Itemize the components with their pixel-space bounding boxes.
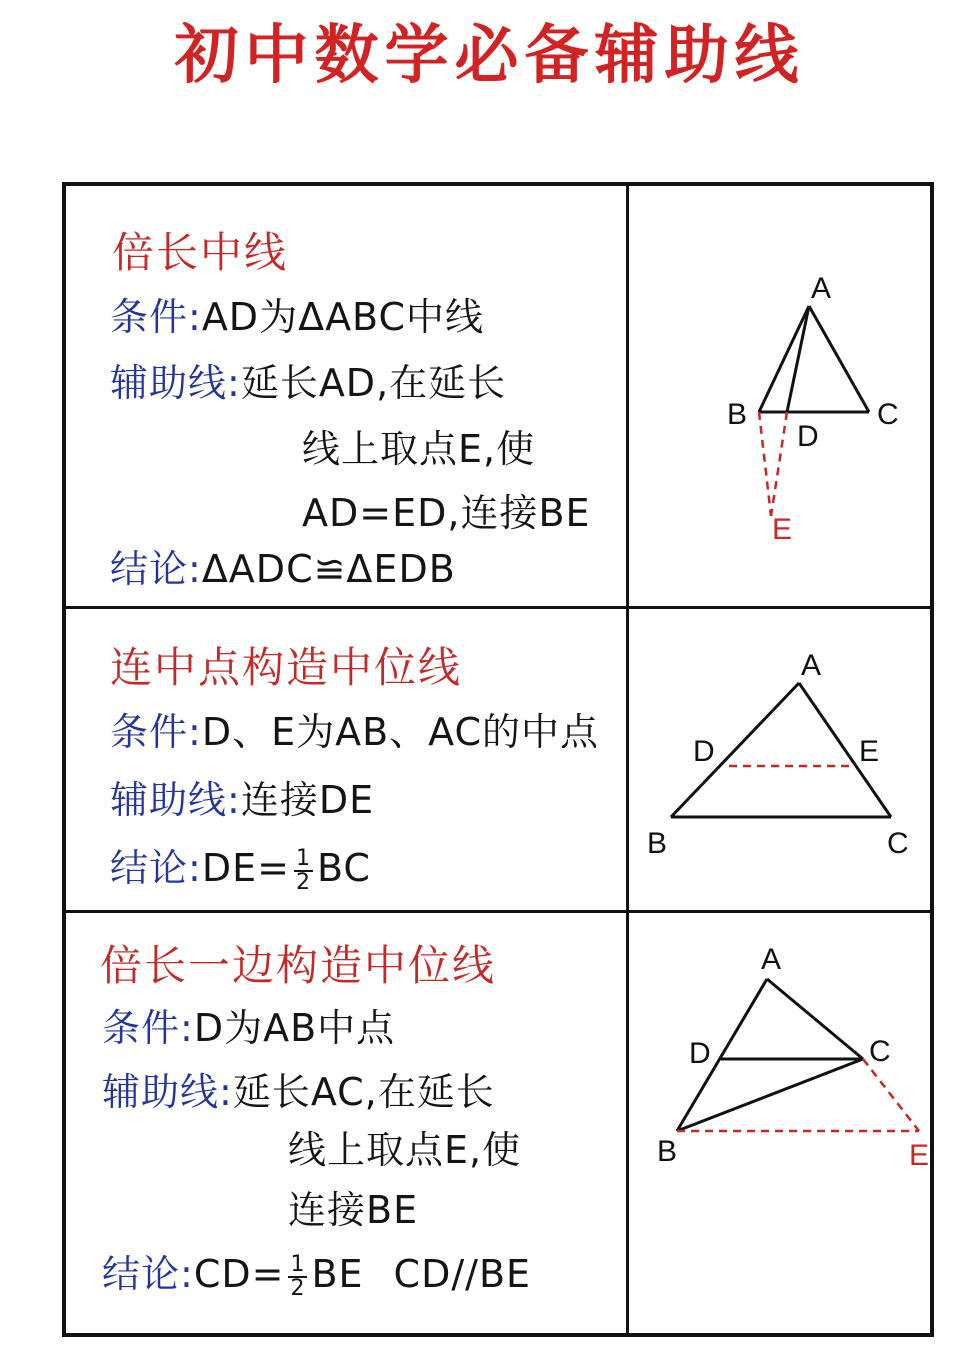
section-median-extension xyxy=(66,186,626,606)
point-label-d: D xyxy=(693,735,715,768)
point-label-b: B xyxy=(647,827,668,860)
diagram-median-extension xyxy=(629,186,934,606)
fraction-denominator: 2 xyxy=(290,1275,306,1301)
fraction-numerator: 1 xyxy=(295,845,311,871)
condition-label: 条件: xyxy=(110,710,202,754)
conclusion-line xyxy=(102,1243,531,1300)
aux-line xyxy=(110,352,506,407)
aux-text-continued: AD=ED,连接BE xyxy=(302,491,591,535)
conclusion-line xyxy=(110,538,456,593)
content-table xyxy=(62,182,934,1337)
condition-line xyxy=(110,286,484,341)
section-heading: 倍长一边构造中位线 xyxy=(100,941,497,990)
fraction-denominator: 2 xyxy=(295,869,311,895)
point-label-c: C xyxy=(887,827,909,860)
diagram-side-extension xyxy=(629,913,934,1337)
triangle-side-ab xyxy=(759,306,809,412)
aux-label: 辅助线: xyxy=(102,1070,233,1114)
aux-text-continued: 连接BE xyxy=(288,1188,419,1232)
dashed-line-be xyxy=(759,412,771,516)
triangle-side-ac xyxy=(809,306,869,412)
triangle-side-ac xyxy=(767,979,863,1059)
aux-line xyxy=(102,1061,495,1116)
section-midpoint-connection xyxy=(66,609,626,910)
fraction-numerator: 1 xyxy=(290,1251,306,1277)
point-label-d: D xyxy=(689,1037,711,1070)
conclusion-line xyxy=(110,837,371,894)
conclusion-pre: CD= xyxy=(193,1252,285,1296)
aux-label: 辅助线: xyxy=(110,361,241,405)
conclusion-post: BE xyxy=(311,1252,364,1296)
point-label-a: A xyxy=(761,943,782,976)
point-label-c: C xyxy=(877,398,899,431)
point-label-e: E xyxy=(772,513,793,546)
aux-line xyxy=(110,769,374,824)
dashed-line-ce xyxy=(863,1059,919,1131)
condition-line xyxy=(110,701,599,756)
point-label-b: B xyxy=(727,398,748,431)
fraction-half xyxy=(294,845,313,895)
point-label-e: E xyxy=(909,1139,930,1172)
condition-text: D为AB中点 xyxy=(193,1006,396,1050)
conclusion-text: ΔADC≌ΔEDB xyxy=(201,547,456,591)
aux-text: 连接DE xyxy=(240,778,375,822)
fraction-half xyxy=(288,1251,307,1301)
section-heading: 连中点构造中位线 xyxy=(110,643,463,692)
aux-text: 延长AC,在延长 xyxy=(232,1070,495,1114)
conclusion-post: BC xyxy=(316,846,371,890)
conclusion-pre: DE= xyxy=(201,846,290,890)
aux-label: 辅助线: xyxy=(110,778,241,822)
point-label-e: E xyxy=(859,735,880,768)
point-label-a: A xyxy=(801,649,822,682)
point-label-a: A xyxy=(811,272,832,305)
median-ad xyxy=(787,306,809,412)
triangle-side-ab xyxy=(671,683,799,817)
aux-text-continued: 线上取点E,使 xyxy=(288,1128,522,1172)
dashed-line-de xyxy=(771,412,787,516)
point-label-d: D xyxy=(797,420,819,453)
condition-text: AD为ΔABC中线 xyxy=(201,295,484,339)
section-side-extension xyxy=(66,913,626,1337)
diagram-midpoint-connection xyxy=(629,609,934,910)
conclusion-label: 结论: xyxy=(110,547,202,591)
condition-text: D、E为AB、AC的中点 xyxy=(201,710,600,754)
condition-line xyxy=(102,997,395,1052)
aux-text: 延长AD,在延长 xyxy=(240,361,507,405)
point-label-c: C xyxy=(869,1035,891,1068)
conclusion-label: 结论: xyxy=(110,846,202,890)
condition-label: 条件: xyxy=(110,295,202,339)
point-label-b: B xyxy=(657,1135,678,1168)
aux-text-continued: 线上取点E,使 xyxy=(302,427,536,471)
conclusion-label: 结论: xyxy=(102,1252,194,1296)
section-heading: 倍长中线 xyxy=(112,228,289,277)
page-title: 初中数学必备辅助线 xyxy=(174,19,805,93)
conclusion-parallel: CD//BE xyxy=(393,1252,532,1296)
condition-label: 条件: xyxy=(102,1006,194,1050)
